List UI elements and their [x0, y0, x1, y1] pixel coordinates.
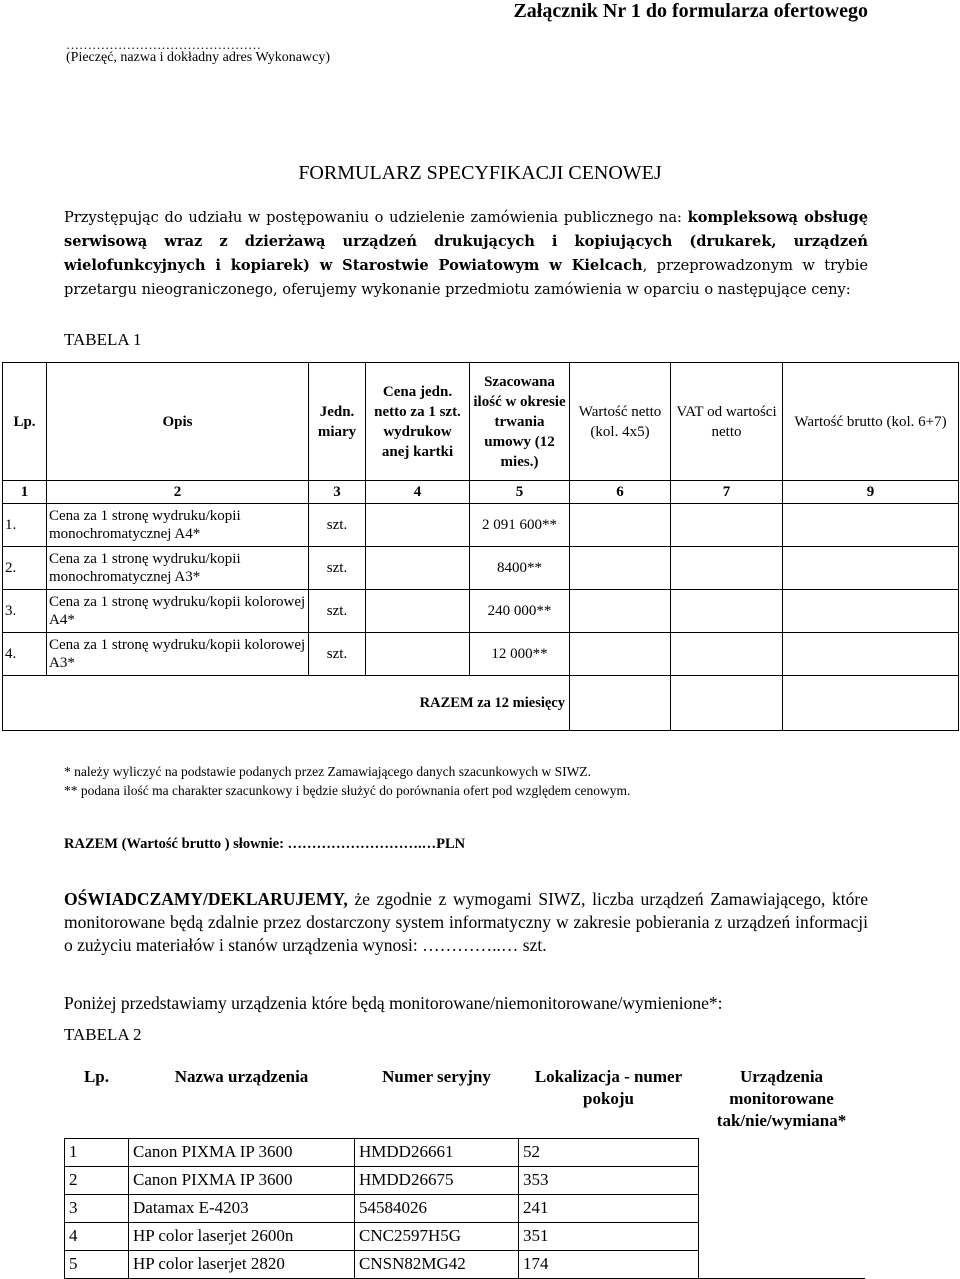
row-lp: 5: [65, 1250, 129, 1278]
row-wartosc-netto: [570, 504, 671, 547]
declaration-paragraph: [64, 888, 868, 957]
table-row: [65, 1222, 865, 1250]
row-lokalizacja: 353: [519, 1166, 699, 1194]
row-monitorowane: [699, 1194, 865, 1222]
row-jedn: szt.: [309, 547, 366, 590]
row-monitorowane: [699, 1222, 865, 1250]
row-cena: [366, 504, 470, 547]
header-lp: Lp.: [65, 1064, 129, 1138]
row-lokalizacja: 351: [519, 1222, 699, 1250]
header-opis: Opis: [47, 363, 309, 481]
header-numer: Numer seryjny: [355, 1064, 519, 1138]
header-wartosc-netto: Wartość netto (kol. 4x5): [570, 363, 671, 481]
row-numer: 54584026: [355, 1194, 519, 1222]
intro-text-2: , przeprowadzonym w trybie przetargu nieograniczonego, oferujemy wykonanie przedmiotu zamówienia w oparciu o następujące ceny:: [64, 257, 868, 298]
intro-paragraph: [64, 206, 868, 302]
row-opis: Cena za 1 stronę wydruku/kopii kolorowej A4*: [47, 590, 309, 633]
row-jedn: szt.: [309, 590, 366, 633]
header-monitorowane: Urządzenia monitorowane tak/nie/wymiana*: [716, 1067, 847, 1130]
table1-header-row: [3, 363, 959, 481]
row-cena: [366, 590, 470, 633]
row-lp: 4.: [3, 633, 47, 676]
header-lp: Lp.: [3, 363, 47, 481]
header-nazwa: Nazwa urządzenia: [129, 1064, 355, 1138]
footnote-2: ** podana ilość ma charakter szacunkowy i będzie służyć do porównania ofert pod względem cenowym.: [64, 783, 631, 798]
table-row: [3, 633, 959, 676]
header-wartosc-brutto: Wartość brutto (kol. 6+7): [783, 363, 959, 481]
row-wartosc-netto: [570, 590, 671, 633]
row-nazwa: HP color laserjet 2600n: [129, 1222, 355, 1250]
col-number: 6: [570, 481, 671, 504]
header-jedn: Jedn. miary: [309, 363, 366, 481]
row-jedn: szt.: [309, 504, 366, 547]
col-number: 1: [3, 481, 47, 504]
col-number: 9: [783, 481, 959, 504]
row-lokalizacja: 241: [519, 1194, 699, 1222]
row-numer: HMDD26661: [355, 1138, 519, 1166]
col-number: 5: [470, 481, 570, 504]
header-vat: VAT od wartości netto: [671, 363, 783, 481]
declaration-bold: OŚWIADCZAMY/DEKLARUJEMY,: [64, 889, 348, 909]
sum-wartosc-brutto: [783, 676, 959, 731]
row-lokalizacja: 52: [519, 1138, 699, 1166]
row-cena: [366, 633, 470, 676]
row-vat: [671, 504, 783, 547]
row-jedn: szt.: [309, 633, 366, 676]
table-row: [3, 547, 959, 590]
header-lokalizacja: Lokalizacja - numer pokoju: [519, 1064, 699, 1138]
row-opis: Cena za 1 stronę wydruku/kopii monochromatycznej A4*: [47, 504, 309, 547]
row-nazwa: Canon PIXMA IP 3600: [129, 1138, 355, 1166]
total-in-words: RAZEM (Wartość brutto ) słownie: ……………………….…PLN: [64, 836, 466, 852]
row-nazwa: HP color laserjet 2820: [129, 1250, 355, 1278]
row-lp: 2: [65, 1166, 129, 1194]
row-vat: [671, 633, 783, 676]
footnote-1: * należy wyliczyć na podstawie podanych przez Zamawiającego danych szacunkowych w SIWZ.: [64, 764, 592, 779]
col-number: 7: [671, 481, 783, 504]
header-ilosc: Szacowana ilość w okresie trwania umowy (12 mies.): [470, 363, 570, 481]
row-ilosc: 240 000**: [470, 590, 570, 633]
row-wartosc-brutto: [783, 504, 959, 547]
row-wartosc-netto: [570, 633, 671, 676]
row-vat: [671, 547, 783, 590]
row-wartosc-brutto: [783, 633, 959, 676]
sum-vat: [671, 676, 783, 731]
row-lp: 3.: [3, 590, 47, 633]
row-monitorowane: [699, 1166, 865, 1194]
row-numer: CNC2597H5G: [355, 1222, 519, 1250]
row-lp: 1.: [3, 504, 47, 547]
row-wartosc-brutto: [783, 547, 959, 590]
sum-label: RAZEM za 12 miesięcy: [3, 676, 570, 731]
row-lp: 3: [65, 1194, 129, 1222]
sum-row: [3, 676, 959, 731]
stamp-caption: (Pieczęć, nazwa i dokładny adres Wykonawcy): [66, 50, 331, 65]
row-ilosc: 2 091 600**: [470, 504, 570, 547]
row-cena: [366, 547, 470, 590]
table1-label: TABELA 1: [64, 330, 142, 349]
row-monitorowane: [699, 1250, 865, 1278]
stamp-placeholder-dots: ………………………………………: [66, 37, 261, 52]
form-title: FORMULARZ SPECYFIKACJI CENOWEJ: [298, 162, 662, 184]
table-row: [65, 1194, 865, 1222]
table-row: [65, 1138, 865, 1166]
row-ilosc: 8400**: [470, 547, 570, 590]
table-row: [3, 504, 959, 547]
row-lokalizacja: 174: [519, 1250, 699, 1278]
intro-text-1: Przystępując do udziału w postępowaniu o udzielenie zamówienia publicznego na:: [64, 209, 688, 226]
row-lp: 2.: [3, 547, 47, 590]
row-opis: Cena za 1 stronę wydruku/kopii monochromatycznej A3*: [47, 547, 309, 590]
devices-intro: Poniżej przedstawiamy urządzenia które będą monitorowane/niemonitorowane/wymienione*:: [64, 993, 723, 1013]
row-nazwa: Datamax E-4203: [129, 1194, 355, 1222]
row-numer: CNSN82MG42: [355, 1250, 519, 1278]
header-cena: Cena jedn. netto za 1 szt. wydrukow anej kartki: [366, 363, 470, 481]
col-number: 4: [366, 481, 470, 504]
intro-text-bold: kompleksową obsługę serwisową wraz z dzierżawą urządzeń drukujących i kopiujących (drukarek, urządzeń wielofunkcyjnych i kopiarek) w Starostwie Powiatowym w Kielcach: [64, 209, 868, 274]
col-number: 2: [47, 481, 309, 504]
declaration-text: że zgodnie z wymogami SIWZ, liczba urządzeń Zamawiającego, które monitorowane będą zdalnie przez dostarczony system informatyczny w zakresie pobierania z urządzeń informacji o zużyciu materiałów i stanów urządzenia wynosi: …………..… szt.: [64, 889, 868, 955]
table-row: [3, 590, 959, 633]
devices-table: [64, 1064, 865, 1279]
row-lp: 4: [65, 1222, 129, 1250]
column-number-row: [3, 481, 959, 504]
annex-title: Załącznik Nr 1 do formularza ofertowego: [513, 0, 868, 22]
row-nazwa: Canon PIXMA IP 3600: [129, 1166, 355, 1194]
row-monitorowane: [699, 1138, 865, 1166]
table-row: [65, 1250, 865, 1278]
table2-header-row: [65, 1064, 865, 1138]
sum-wartosc-netto: [570, 676, 671, 731]
row-numer: HMDD26675: [355, 1166, 519, 1194]
row-opis: Cena za 1 stronę wydruku/kopii kolorowej A3*: [47, 633, 309, 676]
price-table: [2, 362, 959, 731]
row-wartosc-brutto: [783, 590, 959, 633]
row-wartosc-netto: [570, 547, 671, 590]
table-row: [65, 1166, 865, 1194]
table2-label: TABELA 2: [64, 1025, 142, 1044]
col-number: 3: [309, 481, 366, 504]
row-ilosc: 12 000**: [470, 633, 570, 676]
row-vat: [671, 590, 783, 633]
row-lp: 1: [65, 1138, 129, 1166]
